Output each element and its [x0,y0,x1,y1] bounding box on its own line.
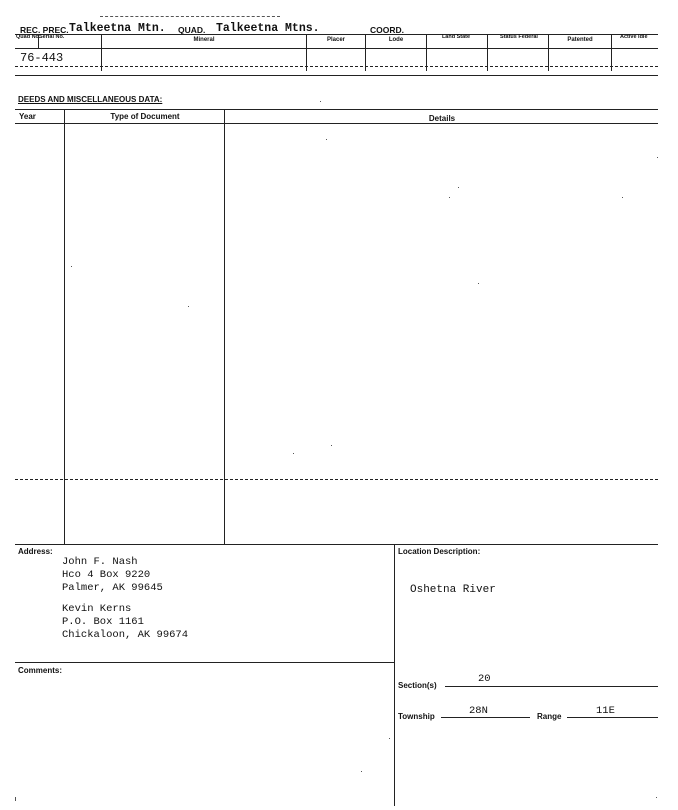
rec-prec-value: Talkeetna Mtn. [69,22,166,35]
col-year: Year [19,112,36,121]
bottom-top-line [15,544,658,545]
header-divider [38,34,39,48]
address-line: Palmer, AK 99645 [62,582,163,594]
deeds-title: DEEDS AND MISCELLANEOUS DATA: [18,95,163,104]
address-line: P.O. Box 1161 [62,616,144,628]
address-line: Chickaloon, AK 99674 [62,629,189,641]
col-status-federal: Status Federal [500,34,538,40]
header-line-2 [15,48,658,49]
quad-serial-value: 76-443 [20,51,64,65]
address-contact-2 [62,603,188,642]
range-label: Range [537,712,562,721]
col-type-of-document: Type of Document [110,112,180,121]
sections-underline [445,686,658,687]
deeds-header-line [15,123,658,124]
rec-prec-label: REC. PREC. [20,25,69,35]
col-patented: Patented [567,37,593,43]
address-contact-1 [62,556,163,595]
col-land-state: Land State [441,34,471,40]
comments-label: Comments: [18,666,63,675]
comments-top-line [15,662,394,663]
location-description-value: Oshetna River [410,584,496,596]
header-top-divider [100,16,280,17]
header-dashed-line [15,66,658,67]
col-details: Details [428,114,456,123]
location-description-label: Location Description: [398,547,481,556]
sections-value: 20 [478,673,491,685]
col-quad-no: Quad No. [16,34,41,40]
col-active-idle: Active Idle [620,34,648,40]
header-line-1 [15,34,658,35]
address-line: Kevin Kerns [62,603,132,615]
header-bottom-line [15,75,658,76]
col-serial-no: Serial No. [39,34,65,40]
address-line: Hco 4 Box 9220 [62,569,151,581]
address-line: John F. Nash [62,556,138,568]
township-label: Township [398,712,435,721]
quad-value: Talkeetna Mtns. [216,22,320,35]
deeds-dashed-line [15,479,658,480]
township-value: 28N [469,705,488,717]
quad-label: QUAD. [178,25,206,35]
col-placer: Placer [326,37,345,43]
township-underline [441,717,530,718]
deeds-top-line [15,109,658,110]
col-mineral: Mineral [193,37,215,43]
sections-label: Section(s) [398,681,437,690]
col-lode: Lode [388,37,404,43]
coord-label: COORD. [370,25,404,35]
range-value: 11E [596,705,615,717]
range-underline [567,717,658,718]
bottom-column-divider [394,544,395,806]
address-label: Address: [18,547,53,556]
